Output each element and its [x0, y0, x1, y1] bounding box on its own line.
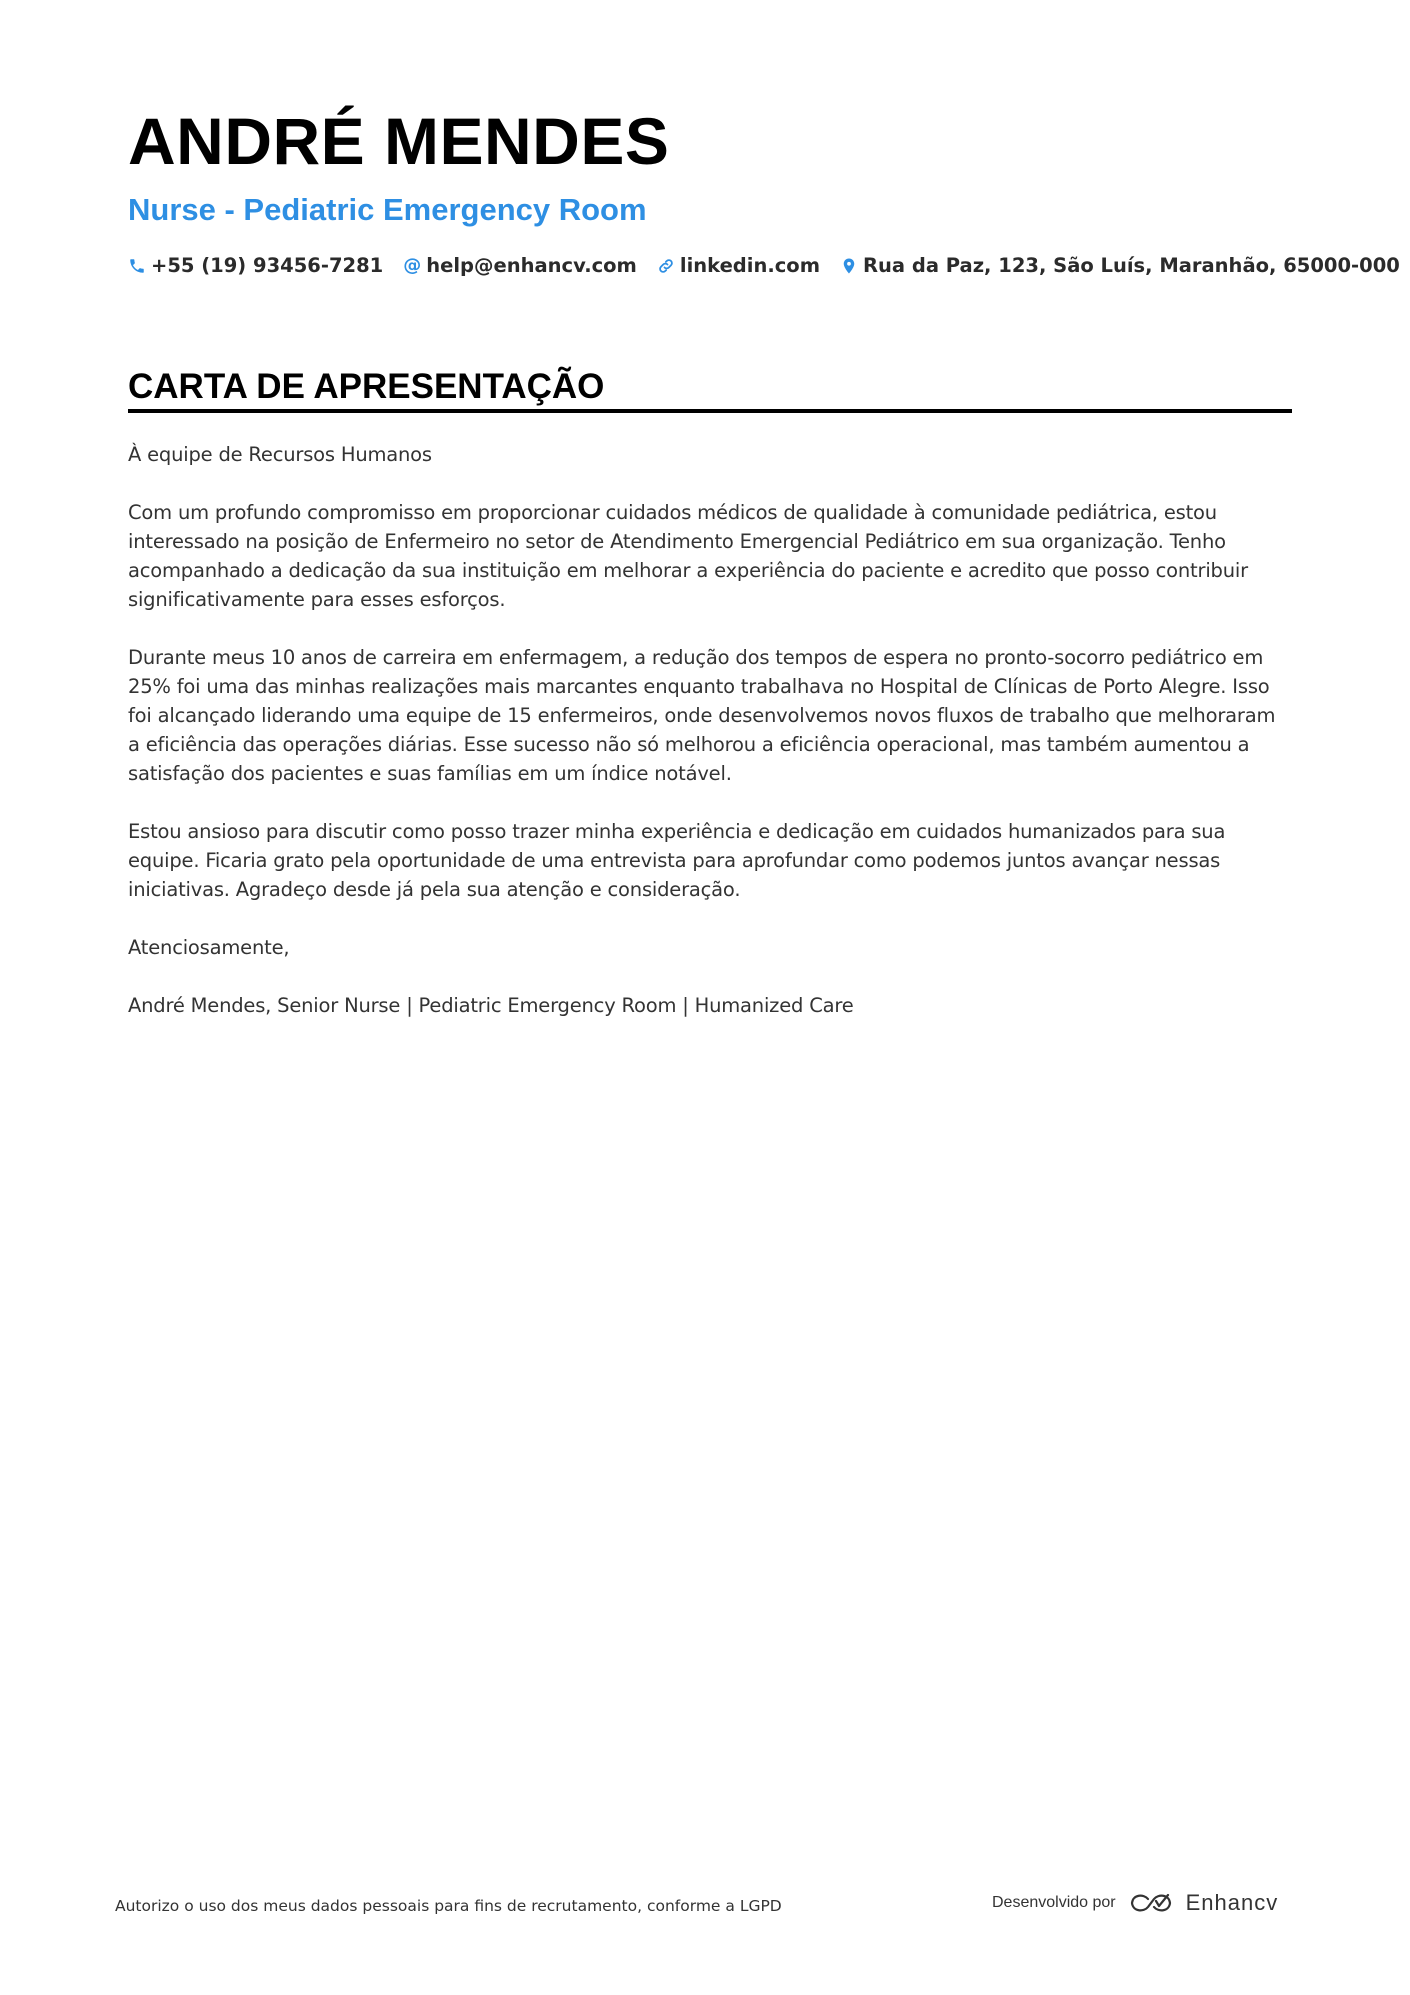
section-divider	[128, 409, 1292, 413]
powered-by-label: Desenvolvido por	[992, 1894, 1116, 1911]
contact-email	[403, 254, 637, 277]
link-icon	[657, 257, 675, 275]
contact-phone	[128, 254, 383, 277]
letter-closing: Atenciosamente,	[128, 936, 290, 959]
location-pin-icon	[840, 257, 858, 275]
consent-note: Autorizo o uso dos meus dados pessoais para fins de recrutamento, conforme a LGPD	[115, 1897, 782, 1915]
phone-number[interactable]: +55 (19) 93456-7281	[151, 254, 384, 277]
contact-bar	[128, 254, 1400, 277]
candidate-role: Nurse - Pediatric Emergency Room	[128, 192, 647, 227]
letter-signature: André Mendes, Senior Nurse | Pediatric Emergency Room | Humanized Care	[128, 994, 854, 1017]
contact-link	[657, 254, 820, 277]
contact-location	[840, 254, 1400, 277]
address: Rua da Paz, 123, São Luís, Maranhão, 65000-000	[863, 254, 1400, 277]
letter-paragraph: Durante meus 10 anos de carreira em enfermagem, a redução dos tempos de espera no pronto-socorro pediátrico em 25% foi uma das minhas realizações mais marcantes enquanto trabalhava no Hospital de Clínicas de Porto Alegre. Isso foi alcançado liderando uma equipe de 15 enfermeiros, onde desenvolvemos novos fluxos de trabalho que melhoraram a eficiência das operações diárias. Esse sucesso não só melhorou a eficiência operacional, mas também aumentou a satisfação dos pacientes e suas famílias em um índice notável.	[128, 646, 1276, 785]
candidate-name: ANDRÉ MENDES	[128, 104, 670, 178]
section-title: CARTA DE APRESENTAÇÃO	[128, 367, 605, 406]
letter-paragraph: Com um profundo compromisso em proporcionar cuidados médicos de qualidade à comunidade pediátrica, estou interessado na posição de Enfermeiro no setor de Atendimento Emergencial Pediátrico em sua organização. Tenho acompanhado a dedicação da sua instituição em melhorar a experiência do paciente e acredito que posso contribuir significativamente para esses esforços.	[128, 501, 1248, 611]
enhancv-logo-icon	[1128, 1891, 1174, 1915]
email-address[interactable]: help@enhancv.com	[426, 254, 637, 277]
letter-greeting: À equipe de Recursos Humanos	[128, 443, 432, 466]
brand-name: Enhancv	[1185, 1890, 1279, 1915]
linkedin-link[interactable]: linkedin.com	[679, 254, 821, 277]
letter-paragraph: Estou ansioso para discutir como posso trazer minha experiência e dedicação em cuidados humanizados para sua equipe. Ficaria grato pela oportunidade de uma entrevista para aprofundar como podemos juntos avançar nessas iniciativas. Agradeço desde já pela sua atenção e consideração.	[128, 820, 1226, 901]
powered-by[interactable]	[992, 1890, 1278, 1916]
letter-body	[128, 440, 1292, 1049]
phone-icon	[128, 257, 146, 275]
at-icon: @	[403, 254, 422, 276]
